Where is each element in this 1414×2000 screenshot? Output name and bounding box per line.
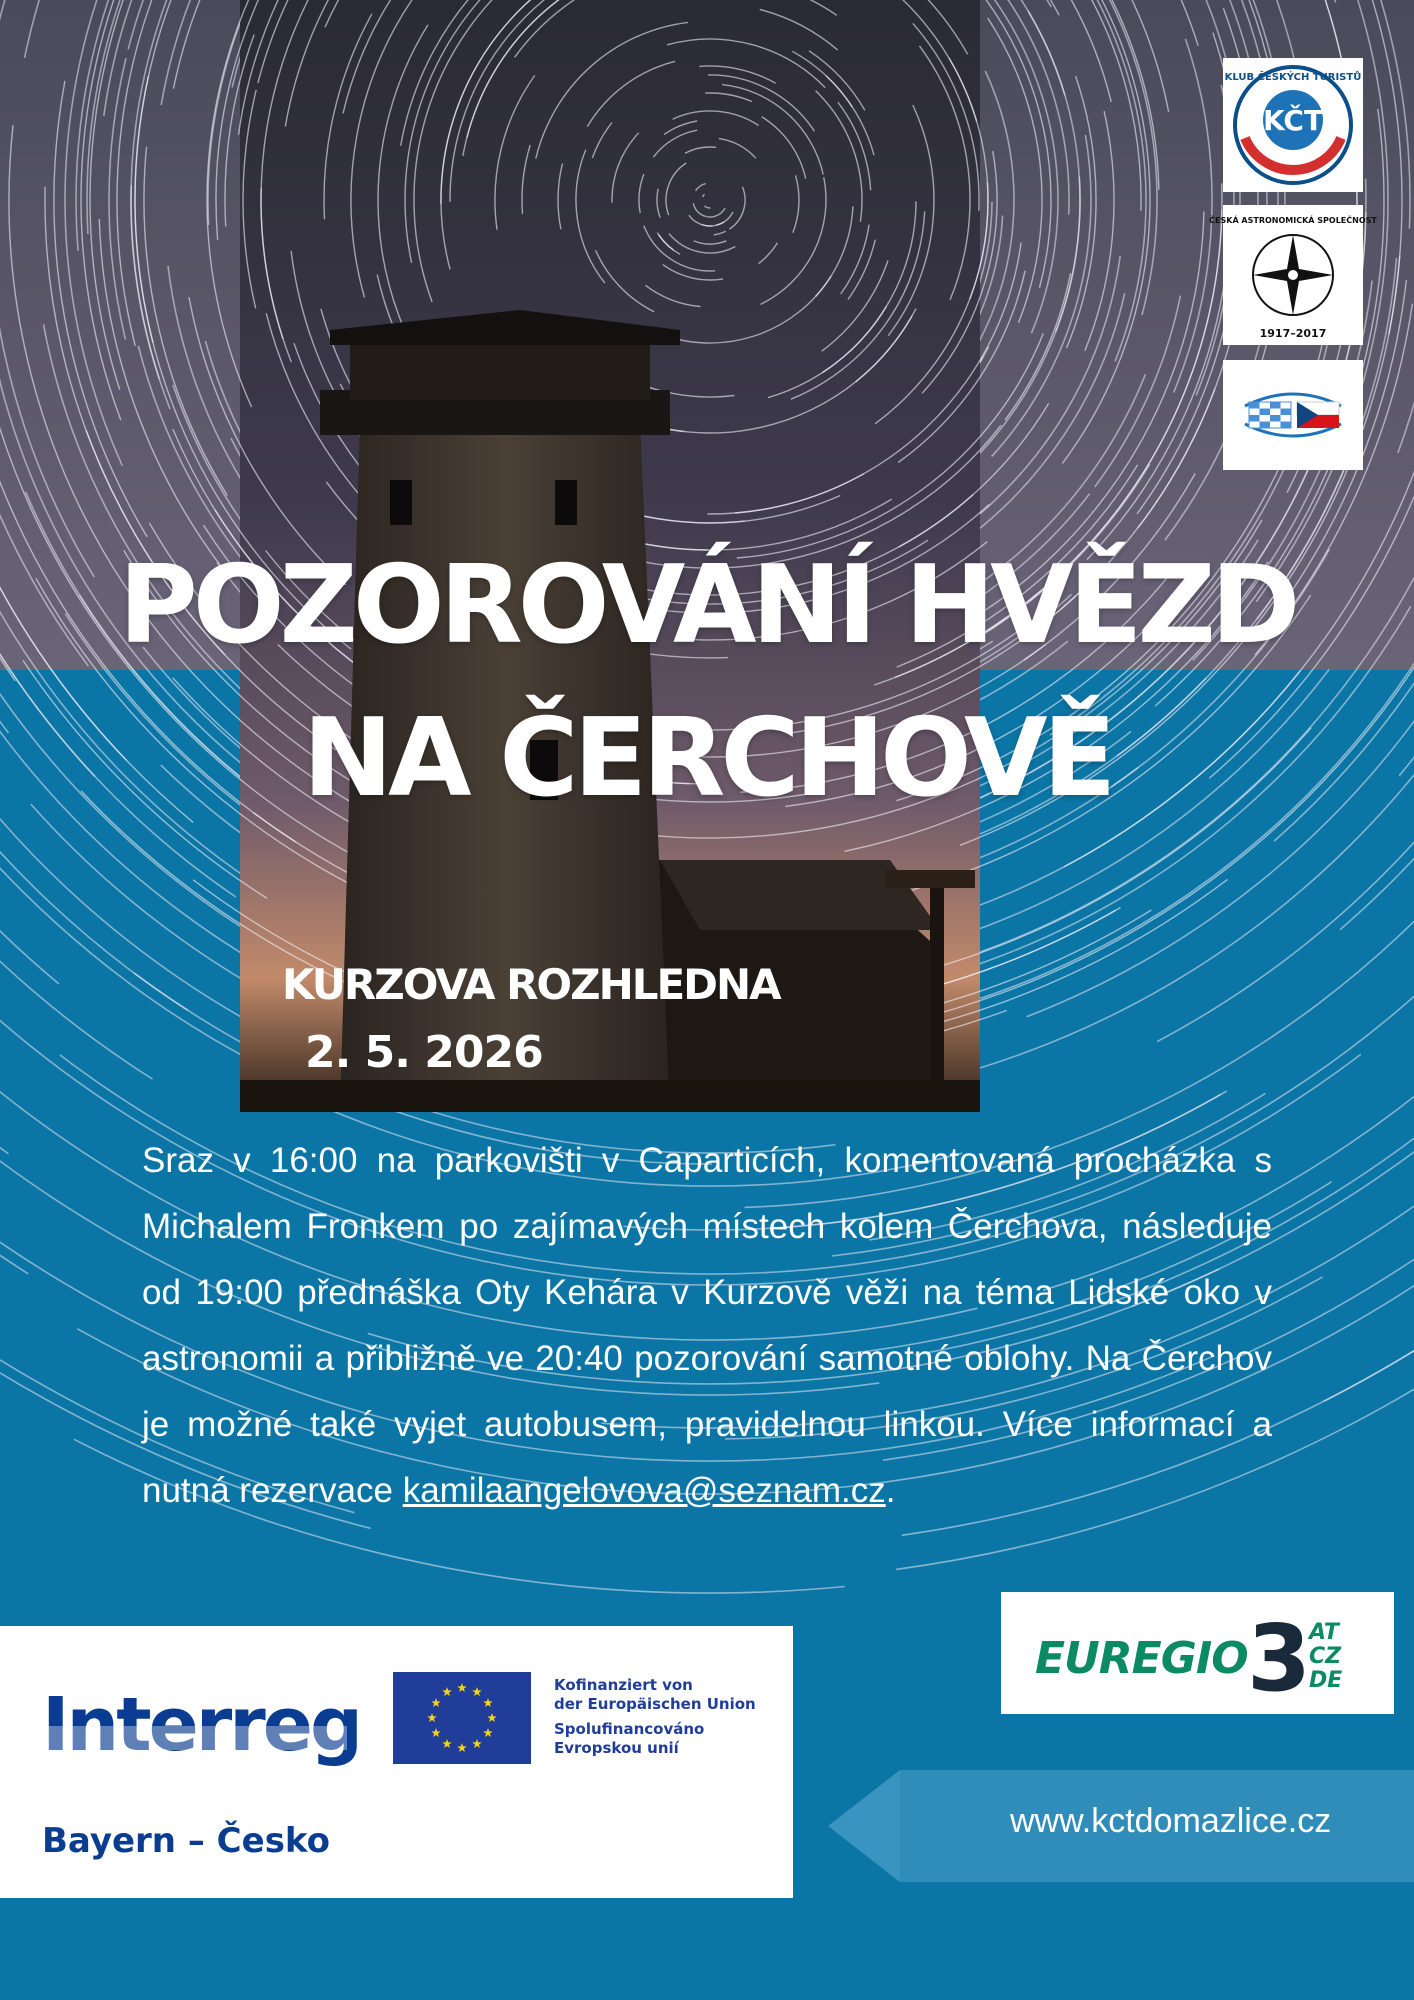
- euregio-country-cz: CZ: [1309, 1644, 1342, 1669]
- eu-text-de-2: der Europäischen Union: [554, 1695, 756, 1713]
- interreg-wordmark: Interreg: [42, 1682, 360, 1768]
- cas-logo-text: ČESKÁ ASTRONOMICKÁ SPOLEČNOST: [1209, 216, 1377, 225]
- svg-text:KČT: KČT: [1262, 104, 1324, 137]
- eu-text-de-1: Kofinanziert von: [554, 1676, 693, 1694]
- interreg-logo-box: [0, 1626, 793, 1898]
- eu-text-cz-1: Spolufinancováno: [554, 1720, 705, 1738]
- euregio-country-de: DE: [1309, 1668, 1343, 1693]
- venue-label: KURZOVA ROZHLEDNA: [282, 960, 780, 1009]
- description-end: .: [885, 1471, 896, 1510]
- website-link[interactable]: www.kctdomazlice.cz: [1010, 1802, 1332, 1840]
- cas-logo-years: 1917–2017: [1259, 327, 1327, 340]
- email-link[interactable]: kamilaangelovova@seznam.cz: [402, 1471, 886, 1510]
- euregio-logo: [1001, 1592, 1394, 1714]
- euregio-number: 3: [1247, 1605, 1312, 1712]
- poster-title-line1: POZOROVÁNÍ HVĚZD: [118, 543, 1296, 668]
- czech-flag-icon: [1297, 402, 1339, 428]
- event-date: 2. 5. 2026: [305, 1027, 543, 1078]
- kct-logo: [1223, 58, 1363, 192]
- poster-title-line2: NA ČERCHOVĚ: [302, 696, 1112, 821]
- description-text: Sraz v 16:00 na parkovišti v Caparticích, komentovaná procházka s Michalem Fronkem po zajímavých místech kolem Čerchova, následuje od 19:00 přednáška Oty Kehára v Kurzově věži na téma Lidské oko v astronomii a přibližně ve 20:40 pozorování samotné oblohy. Na Čerchov je možné také vyjet autobusem, pravidelnou linkou. Více informací a nutná rezervace: [142, 1141, 1272, 1510]
- interreg-region: Bayern – Česko: [42, 1821, 330, 1861]
- cas-logo: [1209, 205, 1377, 345]
- kct-logo-text: KLUB ČESKÝCH TURISTŮ: [1224, 72, 1362, 83]
- eu-text-cz-2: Evropskou unií: [554, 1739, 679, 1757]
- event-description: [142, 1128, 1272, 1524]
- euregio-country-at: AT: [1309, 1620, 1339, 1645]
- euregio-word: EUREGIO: [1035, 1633, 1248, 1684]
- bayern-cesko-flags-logo: [1223, 360, 1363, 470]
- bavaria-flag-icon: [1249, 402, 1291, 428]
- eu-flag-icon: [393, 1672, 531, 1764]
